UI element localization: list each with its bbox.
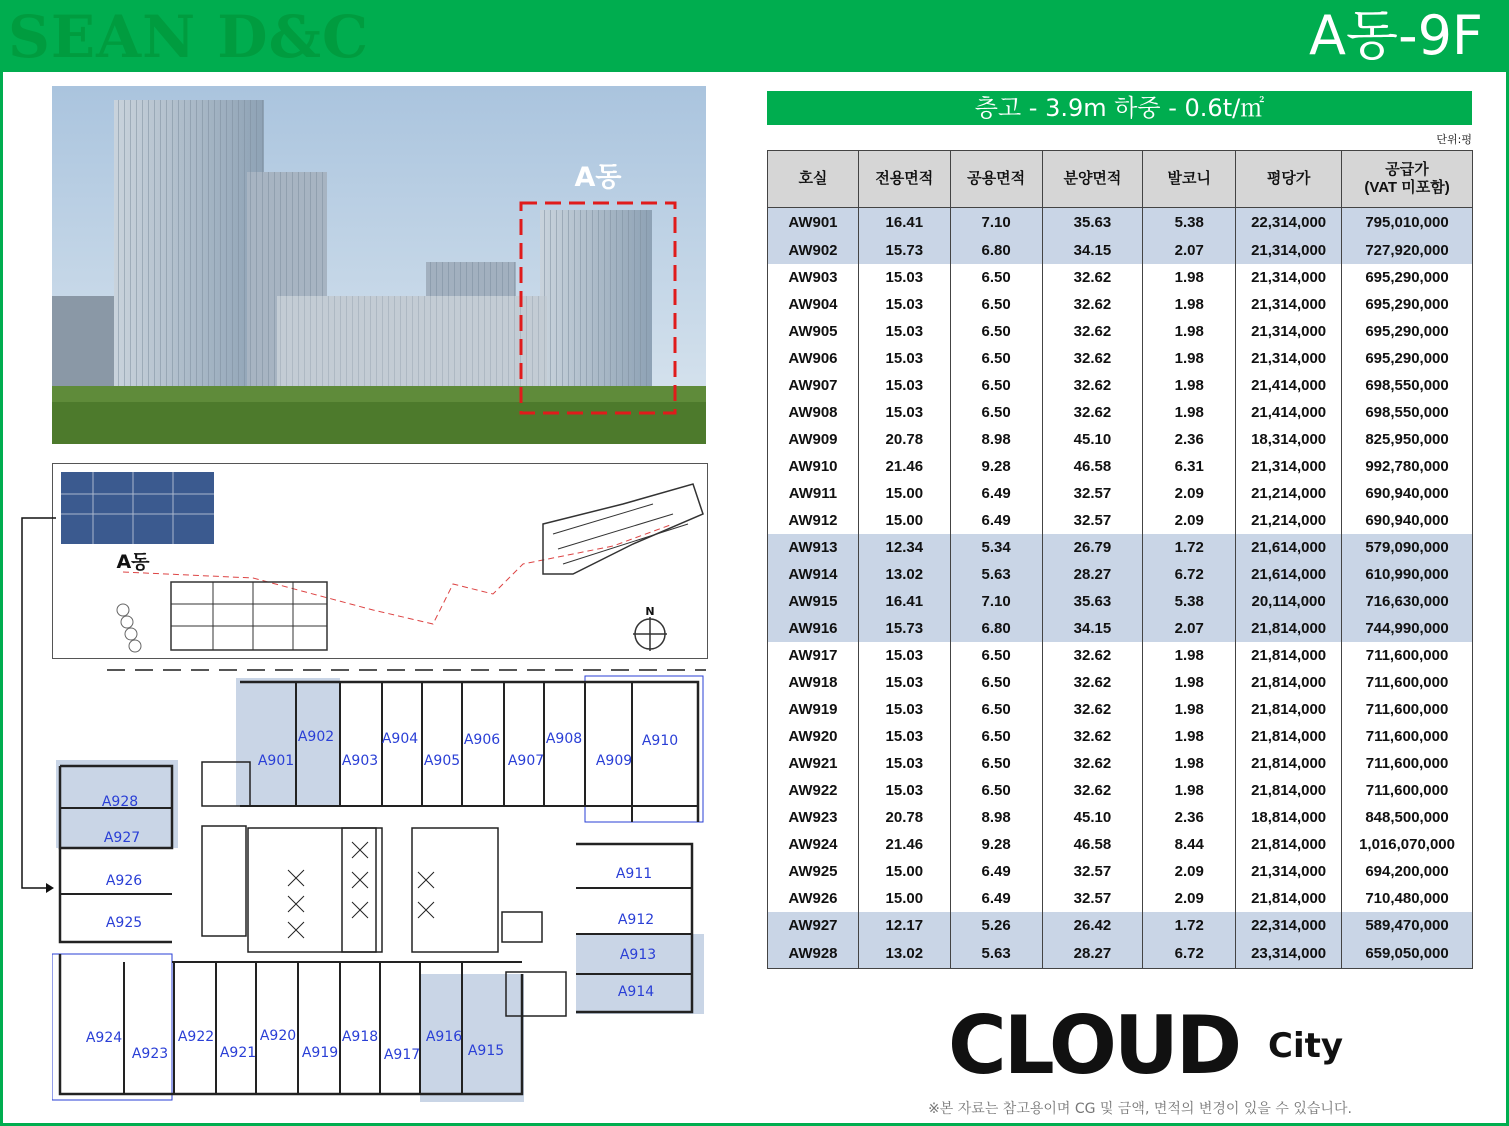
table-cell: 710,480,000: [1342, 885, 1473, 912]
table-cell: 15.03: [858, 399, 950, 426]
table-cell: 15.03: [858, 642, 950, 669]
table-cell: 32.62: [1042, 372, 1143, 399]
table-cell: 695,290,000: [1342, 264, 1473, 291]
table-cell: 744,990,000: [1342, 615, 1473, 642]
table-cell: 711,600,000: [1342, 642, 1473, 669]
table-cell: 21,814,000: [1236, 777, 1342, 804]
table-cell: 2.09: [1143, 885, 1236, 912]
table-row: [768, 588, 1473, 615]
table-cell: 1.98: [1143, 696, 1236, 723]
cloud-city-logo: [948, 999, 1368, 1092]
table-cell: 22,314,000: [1236, 912, 1342, 939]
table-cell: 46.58: [1042, 453, 1143, 480]
table-cell: AW905: [768, 318, 859, 345]
table-cell: 589,470,000: [1342, 912, 1473, 939]
table-cell: 1,016,070,000: [1342, 831, 1473, 858]
table-cell: 28.27: [1042, 939, 1143, 969]
table-cell: AW910: [768, 453, 859, 480]
table-cell: 1.98: [1143, 399, 1236, 426]
unit-label: A917: [383, 1047, 421, 1063]
unit-label: A924: [85, 1030, 123, 1046]
table-cell: 694,200,000: [1342, 858, 1473, 885]
table-cell: 1.98: [1143, 669, 1236, 696]
table-row: [768, 804, 1473, 831]
table-row: [768, 750, 1473, 777]
unit-label: A921: [219, 1045, 257, 1061]
table-cell: AW918: [768, 669, 859, 696]
unit-note: 단위:평: [1436, 133, 1472, 146]
siteplan-building-label: A동: [116, 551, 150, 573]
table-cell: 13.02: [858, 561, 950, 588]
site-plan-drawing: [53, 464, 707, 658]
building-rendering: [52, 86, 706, 444]
table-cell: 7.10: [950, 588, 1042, 615]
table-row: [768, 831, 1473, 858]
table-cell: 21,614,000: [1236, 561, 1342, 588]
table-cell: AW926: [768, 885, 859, 912]
header-cell-balcony: 발코니: [1143, 151, 1236, 208]
table-cell: AW912: [768, 507, 859, 534]
header-cell-price-per-pyeong: 평당가: [1236, 151, 1342, 208]
table-cell: 6.50: [950, 669, 1042, 696]
table-cell: 1.98: [1143, 777, 1236, 804]
table-cell: 26.79: [1042, 534, 1143, 561]
table-cell: 6.80: [950, 237, 1042, 264]
table-row: [768, 237, 1473, 264]
table-cell: 695,290,000: [1342, 318, 1473, 345]
table-row: [768, 642, 1473, 669]
table-cell: 21,814,000: [1236, 642, 1342, 669]
table-row: [768, 561, 1473, 588]
table-cell: AW903: [768, 264, 859, 291]
table-cell: 32.62: [1042, 345, 1143, 372]
table-cell: 6.50: [950, 264, 1042, 291]
table-row: [768, 208, 1473, 238]
table-cell: 5.38: [1143, 208, 1236, 238]
unit-label: A905: [423, 753, 461, 769]
table-cell: 32.62: [1042, 669, 1143, 696]
table-cell: 727,920,000: [1342, 237, 1473, 264]
table-cell: 6.80: [950, 615, 1042, 642]
table-cell: 32.57: [1042, 858, 1143, 885]
unit-label: A926: [105, 873, 143, 889]
table-cell: 23,314,000: [1236, 939, 1342, 969]
table-cell: 1.72: [1143, 534, 1236, 561]
table-cell: 711,600,000: [1342, 777, 1473, 804]
table-cell: 15.00: [858, 885, 950, 912]
table-cell: 21,314,000: [1236, 858, 1342, 885]
table-cell: 610,990,000: [1342, 561, 1473, 588]
table-cell: 35.63: [1042, 588, 1143, 615]
rendering-building-label: A동: [574, 162, 622, 193]
table-row: [768, 291, 1473, 318]
header-bar: [0, 0, 1509, 72]
table-cell: 15.03: [858, 264, 950, 291]
table-cell: AW919: [768, 696, 859, 723]
unit-label: A920: [259, 1028, 297, 1044]
table-cell: 12.34: [858, 534, 950, 561]
table-cell: AW902: [768, 237, 859, 264]
table-cell: 18,814,000: [1236, 804, 1342, 831]
table-cell: 5.26: [950, 912, 1042, 939]
table-cell: 1.98: [1143, 723, 1236, 750]
table-cell: 2.07: [1143, 237, 1236, 264]
table-cell: 21,314,000: [1236, 318, 1342, 345]
logo-sub-text: City: [1268, 1026, 1344, 1066]
table-row: [768, 318, 1473, 345]
table-cell: 698,550,000: [1342, 372, 1473, 399]
table-cell: 6.50: [950, 291, 1042, 318]
table-cell: 6.49: [950, 858, 1042, 885]
header-cell-supply-price: 공급가 (VAT 미포함): [1342, 151, 1473, 208]
table-row: [768, 858, 1473, 885]
table-cell: 9.28: [950, 453, 1042, 480]
table-cell: 15.03: [858, 669, 950, 696]
table-cell: AW922: [768, 777, 859, 804]
table-cell: 8.98: [950, 804, 1042, 831]
table-cell: 20.78: [858, 426, 950, 453]
unit-label: A904: [381, 731, 419, 747]
table-cell: 5.63: [950, 939, 1042, 969]
unit-label: A919: [301, 1045, 339, 1061]
table-cell: 711,600,000: [1342, 696, 1473, 723]
table-cell: 21,814,000: [1236, 750, 1342, 777]
table-cell: 6.50: [950, 399, 1042, 426]
table-cell: 711,600,000: [1342, 723, 1473, 750]
table-cell: 21,814,000: [1236, 696, 1342, 723]
table-cell: 1.98: [1143, 750, 1236, 777]
table-cell: 659,050,000: [1342, 939, 1473, 969]
table-cell: 32.62: [1042, 318, 1143, 345]
table-cell: 795,010,000: [1342, 208, 1473, 238]
table-cell: 5.38: [1143, 588, 1236, 615]
table-cell: 35.63: [1042, 208, 1143, 238]
connector-arrow-icon: [20, 514, 56, 894]
table-cell: 695,290,000: [1342, 345, 1473, 372]
table-cell: 18,314,000: [1236, 426, 1342, 453]
table-cell: 6.50: [950, 777, 1042, 804]
table-cell: 848,500,000: [1342, 804, 1473, 831]
table-cell: 21,314,000: [1236, 345, 1342, 372]
table-cell: 45.10: [1042, 426, 1143, 453]
table-cell: 13.02: [858, 939, 950, 969]
unit-label: A910: [641, 733, 679, 749]
table-cell: 21,814,000: [1236, 669, 1342, 696]
table-cell: 21.46: [858, 831, 950, 858]
table-cell: 1.98: [1143, 264, 1236, 291]
table-row: [768, 399, 1473, 426]
table-cell: 34.15: [1042, 615, 1143, 642]
table-cell: 698,550,000: [1342, 399, 1473, 426]
table-cell: 8.98: [950, 426, 1042, 453]
table-cell: 6.72: [1143, 561, 1236, 588]
table-cell: AW927: [768, 912, 859, 939]
table-cell: AW923: [768, 804, 859, 831]
brand-name: SEAN D&C: [8, 3, 370, 71]
table-cell: 32.57: [1042, 507, 1143, 534]
table-cell: AW913: [768, 534, 859, 561]
table-cell: 1.98: [1143, 345, 1236, 372]
table-cell: 7.10: [950, 208, 1042, 238]
table-cell: 2.09: [1143, 507, 1236, 534]
unit-label: A902: [297, 729, 335, 745]
table-header-row: [768, 151, 1473, 208]
table-cell: 32.62: [1042, 399, 1143, 426]
table-cell: 711,600,000: [1342, 750, 1473, 777]
unit-label: A907: [507, 753, 545, 769]
table-cell: AW901: [768, 208, 859, 238]
table-cell: AW925: [768, 858, 859, 885]
table-cell: AW908: [768, 399, 859, 426]
table-cell: 6.50: [950, 642, 1042, 669]
table-row: [768, 777, 1473, 804]
floor-plan-drawing: [52, 662, 706, 1102]
table-cell: 690,940,000: [1342, 507, 1473, 534]
table-cell: 2.07: [1143, 615, 1236, 642]
unit-label: A915: [467, 1043, 505, 1059]
table-cell: 15.03: [858, 345, 950, 372]
unit-label: A914: [617, 984, 655, 1000]
table-cell: 579,090,000: [1342, 534, 1473, 561]
header-cell-exclusive-area: 전용면적: [858, 151, 950, 208]
table-cell: 6.72: [1143, 939, 1236, 969]
table-row: [768, 885, 1473, 912]
table-cell: AW911: [768, 480, 859, 507]
table-cell: 15.03: [858, 777, 950, 804]
table-row: [768, 669, 1473, 696]
table-cell: AW928: [768, 939, 859, 969]
table-cell: 15.03: [858, 318, 950, 345]
table-cell: 1.98: [1143, 642, 1236, 669]
table-cell: 21,814,000: [1236, 885, 1342, 912]
table-cell: 16.41: [858, 588, 950, 615]
table-cell: 15.03: [858, 696, 950, 723]
table-cell: 34.15: [1042, 237, 1143, 264]
table-cell: 16.41: [858, 208, 950, 238]
logo-main-text: CLOUD: [948, 999, 1240, 1092]
table-cell: 15.03: [858, 723, 950, 750]
disclaimer-text: ※본 자료는 참고용이며 CG 및 금액, 면적의 변경이 있을 수 있습니다.: [928, 1101, 1352, 1117]
table-cell: 1.98: [1143, 318, 1236, 345]
table-cell: 6.49: [950, 480, 1042, 507]
table-cell: 21,414,000: [1236, 372, 1342, 399]
unit-label: A922: [177, 1029, 215, 1045]
header-cell-sale-area: 분양면적: [1042, 151, 1143, 208]
table-cell: 6.49: [950, 885, 1042, 912]
table-cell: AW920: [768, 723, 859, 750]
table-cell: 1.72: [1143, 912, 1236, 939]
table-row: [768, 345, 1473, 372]
price-table: [767, 150, 1473, 969]
table-cell: 15.00: [858, 507, 950, 534]
table-cell: 32.57: [1042, 480, 1143, 507]
table-cell: 22,314,000: [1236, 208, 1342, 238]
table-cell: 15.03: [858, 291, 950, 318]
table-cell: 20,114,000: [1236, 588, 1342, 615]
table-cell: 21,314,000: [1236, 453, 1342, 480]
table-cell: 6.49: [950, 507, 1042, 534]
table-cell: 21,214,000: [1236, 480, 1342, 507]
table-row: [768, 912, 1473, 939]
table-cell: 2.36: [1143, 426, 1236, 453]
table-cell: 6.50: [950, 318, 1042, 345]
table-cell: 32.57: [1042, 885, 1143, 912]
table-row: [768, 426, 1473, 453]
table-row: [768, 480, 1473, 507]
unit-label: A901: [257, 753, 295, 769]
header-cell-unit: 호실: [768, 151, 859, 208]
table-cell: 21.46: [858, 453, 950, 480]
table-cell: 6.50: [950, 750, 1042, 777]
table-cell: 992,780,000: [1342, 453, 1473, 480]
table-cell: AW915: [768, 588, 859, 615]
table-cell: 32.62: [1042, 264, 1143, 291]
table-cell: 21,314,000: [1236, 264, 1342, 291]
table-cell: 1.98: [1143, 291, 1236, 318]
table-cell: 6.50: [950, 372, 1042, 399]
table-cell: AW906: [768, 345, 859, 372]
unit-label: A903: [341, 753, 379, 769]
page-title: A동-9F: [1308, 4, 1483, 67]
table-row: [768, 453, 1473, 480]
site-plan: [52, 463, 708, 659]
table-cell: 2.36: [1143, 804, 1236, 831]
table-cell: 15.73: [858, 237, 950, 264]
unit-label: A923: [131, 1046, 169, 1062]
unit-label: A925: [105, 915, 143, 931]
table-cell: AW916: [768, 615, 859, 642]
table-cell: 8.44: [1143, 831, 1236, 858]
table-cell: 2.09: [1143, 858, 1236, 885]
header-cell-common-area: 공용면적: [950, 151, 1042, 208]
table-cell: AW904: [768, 291, 859, 318]
table-row: [768, 534, 1473, 561]
table-row: [768, 264, 1473, 291]
table-cell: 21,214,000: [1236, 507, 1342, 534]
table-cell: 21,814,000: [1236, 615, 1342, 642]
table-cell: 21,614,000: [1236, 534, 1342, 561]
table-cell: 6.50: [950, 696, 1042, 723]
table-cell: 21,314,000: [1236, 237, 1342, 264]
table-cell: 690,940,000: [1342, 480, 1473, 507]
table-cell: AW907: [768, 372, 859, 399]
unit-label: A909: [595, 753, 633, 769]
table-row: [768, 696, 1473, 723]
table-cell: AW924: [768, 831, 859, 858]
unit-label: A908: [545, 731, 583, 747]
table-cell: 32.62: [1042, 750, 1143, 777]
table-cell: 9.28: [950, 831, 1042, 858]
table-cell: 15.03: [858, 750, 950, 777]
rendering-illustration: [52, 86, 706, 444]
table-row: [768, 507, 1473, 534]
table-cell: 5.34: [950, 534, 1042, 561]
table-cell: 28.27: [1042, 561, 1143, 588]
unit-label: A928: [101, 794, 139, 810]
unit-label: A912: [617, 912, 655, 928]
table-cell: 32.62: [1042, 777, 1143, 804]
unit-label: A916: [425, 1029, 463, 1045]
table-cell: 21,814,000: [1236, 723, 1342, 750]
table-cell: 15.73: [858, 615, 950, 642]
table-row: [768, 939, 1473, 969]
table-cell: 32.62: [1042, 723, 1143, 750]
table-cell: 32.62: [1042, 642, 1143, 669]
table-cell: 695,290,000: [1342, 291, 1473, 318]
table-row: [768, 723, 1473, 750]
table-cell: 825,950,000: [1342, 426, 1473, 453]
table-cell: 2.09: [1143, 480, 1236, 507]
table-cell: AW921: [768, 750, 859, 777]
unit-label: A918: [341, 1029, 379, 1045]
table-cell: 26.42: [1042, 912, 1143, 939]
table-cell: 5.63: [950, 561, 1042, 588]
table-cell: 12.17: [858, 912, 950, 939]
table-row: [768, 372, 1473, 399]
table-cell: 15.00: [858, 480, 950, 507]
table-cell: 15.00: [858, 858, 950, 885]
table-cell: 1.98: [1143, 372, 1236, 399]
table-cell: 15.03: [858, 372, 950, 399]
table-cell: 6.50: [950, 345, 1042, 372]
table-row: [768, 615, 1473, 642]
table-cell: 711,600,000: [1342, 669, 1473, 696]
table-cell: 21,414,000: [1236, 399, 1342, 426]
table-cell: 45.10: [1042, 804, 1143, 831]
table-cell: 21,814,000: [1236, 831, 1342, 858]
unit-label: A906: [463, 732, 501, 748]
table-cell: 21,314,000: [1236, 291, 1342, 318]
table-cell: 6.50: [950, 723, 1042, 750]
table-cell: 6.31: [1143, 453, 1236, 480]
table-cell: 32.62: [1042, 696, 1143, 723]
north-indicator-label: N: [645, 605, 655, 618]
table-cell: 20.78: [858, 804, 950, 831]
table-cell: 32.62: [1042, 291, 1143, 318]
floor-plan: [52, 662, 706, 1102]
table-cell: AW914: [768, 561, 859, 588]
table-cell: 716,630,000: [1342, 588, 1473, 615]
unit-label: A911: [615, 866, 653, 882]
table-cell: AW909: [768, 426, 859, 453]
table-cell: 46.58: [1042, 831, 1143, 858]
table-cell: AW917: [768, 642, 859, 669]
unit-label: A913: [619, 947, 657, 963]
spec-banner: 층고 - 3.9m 하중 - 0.6t/㎡: [767, 91, 1472, 125]
unit-label: A927: [103, 830, 141, 846]
